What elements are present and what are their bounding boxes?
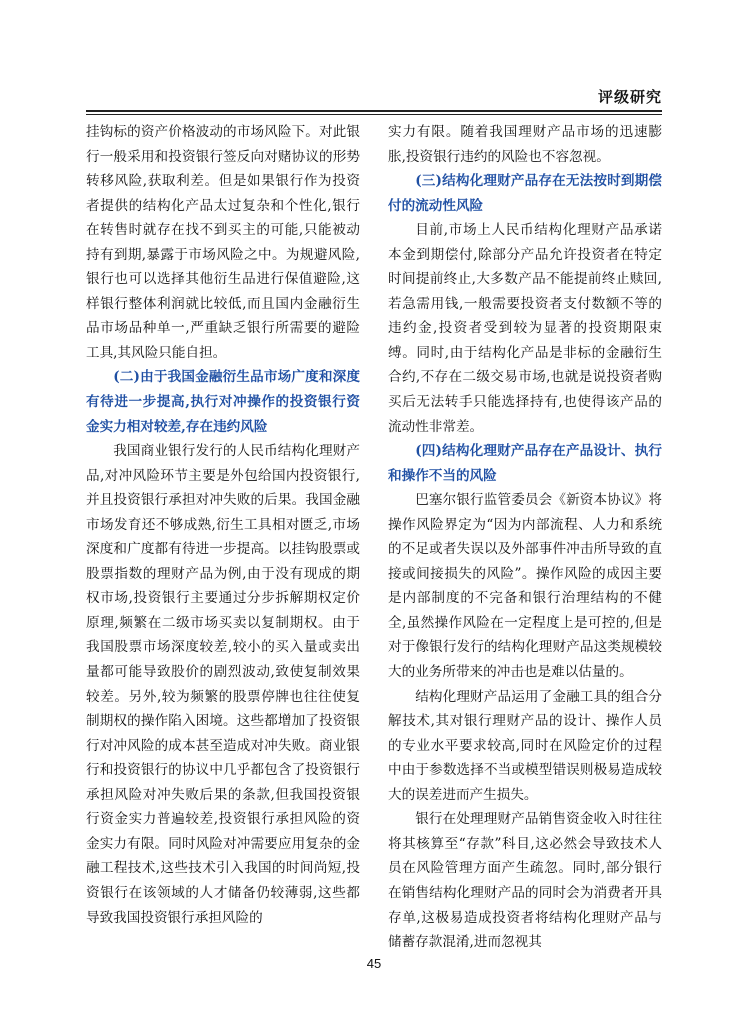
paragraph: 实力有限。随着我国理财产品市场的迅速膨胀,投资银行违约的风险也不容忽视。 xyxy=(388,124,662,165)
section-heading: (三)结构化理财产品存在无法按时到期偿付的流动性风险 xyxy=(388,173,662,214)
journal-section-title: 评级研究 xyxy=(597,88,662,106)
paragraph: 银行在处理理财产品销售资金收入时往往将其核算至“存款”科目,这必然会导致技术人员在风险管理方面产生疏忽。同时,部分银行在销售结构化理财产品的同时会为消费者开具存单,这极易造成投资者将结构化理财产品与储蓄存款混淆,进而忽视其 xyxy=(388,811,662,951)
paragraph: 巴塞尔银行监管委员会《新资本协议》将操作风险界定为“因为内部流程、人力和系统的不足或者失误以及外部事件冲击所导致的直接或间接损失的风险”。操作风险的成因主要是内部制度的不完备和银行治理结构的不健全,虽然操作风险在一定程度上是可控的,但是对于像银行发行的结构化理财产品这类规模较大的业务所带来的冲击也是难以估量的。 xyxy=(388,492,662,681)
section-heading: (二)由于我国金融衍生品市场广度和深度有待进一步提高,执行对冲操作的投资银行资金实力相对较差,存在违约风险 xyxy=(86,369,360,435)
left-column xyxy=(86,120,360,930)
paragraph: 我国商业银行发行的人民币结构化理财产品,对冲风险环节主要是外包给国内投资银行,并且投资银行承担对冲失败的后果。我国金融市场发育还不够成熟,衍生工具相对匮乏,市场深度和广度都有待进一步提高。以挂钩股票或股票指数的理财产品为例,由于没有现成的期权市场,投资银行主要通过分步拆解期权定价原理,频繁在二级市场买卖以复制期权。由于我国股票市场深度较差,较小的买入量或卖出量都可能导致股价的剧烈波动,致使复制效果较差。另外,较为频繁的股票停牌也往往使复制期权的操作陷入困境。这些都增加了投资银行对冲风险的成本甚至造成对冲失败。商业银行和投资银行的协议中几乎都包含了投资银行承担风险对冲失败后果的条款,但我国投资银行资金实力普遍较差,投资银行承担风险的资金实力有限。同时风险对冲需要应用复杂的金融工程技术,这些技术引入我国的时间尚短,投资银行在该领域的人才储备仍较薄弱,这些都导致我国投资银行承担风险的 xyxy=(86,443,360,926)
paragraph: 挂钩标的资产价格波动的市场风险下。对此银行一般采用和投资银行签反向对赌协议的形势转移风险,获取利差。但是如果银行作为投资者提供的结构化产品太过复杂和个性化,银行在转售时就存在找不到买主的可能,只能被动持有到期,暴露于市场风险之中。为规避风险,银行也可以选择其他衍生品进行保值避险,这样银行整体利润就比较低,而且国内金融衍生品市场品种单一,严重缺乏银行所需要的避险工具,其风险只能自担。 xyxy=(86,124,360,361)
right-column xyxy=(388,120,662,955)
page-number: 45 xyxy=(366,956,382,971)
header-divider xyxy=(86,110,662,112)
section-heading: (四)结构化理财产品存在产品设计、执行和操作不当的风险 xyxy=(388,443,662,484)
paragraph: 结构化理财产品运用了金融工具的组合分解技术,其对银行理财产品的设计、操作人员的专业水平要求较高,同时在风险定价的过程中由于参数选择不当或模型错误则极易造成较大的误差进而产生损失。 xyxy=(388,688,662,803)
header-divider-thin xyxy=(86,114,662,115)
paragraph: 目前,市场上人民币结构化理财产品承诺本金到期偿付,除部分产品允许投资者在特定时间提前终止,大多数产品不能提前终止赎回,若急需用钱,一般需要投资者支付数额不等的违约金,投资者受到较为显著的投资期限束缚。同时,由于结构化产品是非标的金融衍生合约,不存在二级交易市场,也就是说投资者购买后无法转手只能选择持有,也使得该产品的流动性非常差。 xyxy=(388,222,662,435)
